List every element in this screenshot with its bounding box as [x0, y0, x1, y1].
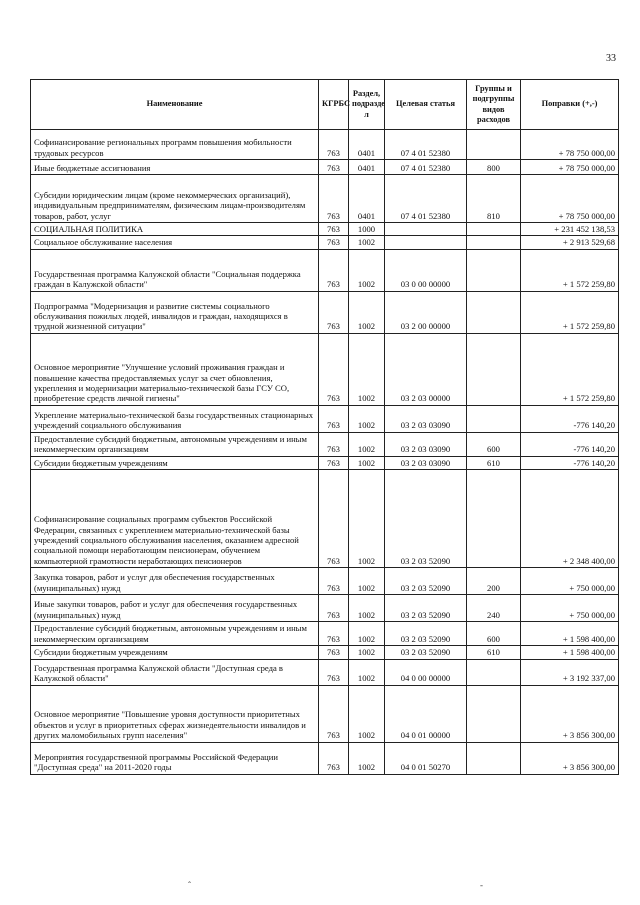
row-name: Подпрограмма "Модернизация и развитие системы социального обслуживания пожилых людей, инвалидов и граждан, находящихся в трудной жизненной ситуации"	[31, 291, 319, 333]
row-section: 1002	[349, 595, 385, 622]
row-name: Софинансирование социальных программ субъектов Российской Федерации, связанных с укреплением материально-технической базы учреждений социального обслуживания населения, оказанием адресной социальной помощи неработающим пенсионерам, обучением компьютерной грамотности неработающих пенсионеров	[31, 470, 319, 568]
row-target: 03 2 03 52090	[385, 646, 467, 659]
row-target: 03 2 03 52090	[385, 622, 467, 646]
row-group	[467, 659, 521, 685]
row-section: 1002	[349, 456, 385, 469]
row-ktrbs: 763	[319, 742, 349, 774]
row-section: 1002	[349, 291, 385, 333]
table-row	[31, 432, 619, 456]
row-target: 07 4 01 52380	[385, 130, 467, 160]
table-row	[31, 249, 619, 291]
row-section: 1002	[349, 236, 385, 249]
row-target: 03 0 00 00000	[385, 249, 467, 291]
row-group	[467, 685, 521, 742]
row-amount: -776 140,20	[521, 432, 619, 456]
row-ktrbs: 763	[319, 470, 349, 568]
row-section: 1002	[349, 685, 385, 742]
row-ktrbs: 763	[319, 595, 349, 622]
table-row	[31, 223, 619, 236]
header-amendments: Поправки (+,-)	[521, 80, 619, 130]
row-target: 07 4 01 52380	[385, 160, 467, 175]
row-target: 07 4 01 52380	[385, 175, 467, 223]
row-amount: + 1 572 259,80	[521, 333, 619, 405]
table-row	[31, 160, 619, 175]
row-section: 1002	[349, 249, 385, 291]
row-group	[467, 236, 521, 249]
row-amount: -776 140,20	[521, 405, 619, 432]
row-amount: + 1 572 259,80	[521, 291, 619, 333]
row-section: 1002	[349, 659, 385, 685]
row-ktrbs: 763	[319, 456, 349, 469]
row-amount: + 1 598 400,00	[521, 622, 619, 646]
table-row	[31, 175, 619, 223]
table-row	[31, 646, 619, 659]
row-amount: + 78 750 000,00	[521, 160, 619, 175]
row-name: Субсидии юридическим лицам (кроме некоммерческих организаций), индивидуальным предпринимателям, физическим лицам-производителям товаров, работ, услуг	[31, 175, 319, 223]
row-target: 03 2 03 52090	[385, 470, 467, 568]
row-section: 1002	[349, 432, 385, 456]
row-target	[385, 236, 467, 249]
table-row	[31, 333, 619, 405]
row-target	[385, 223, 467, 236]
row-section: 1002	[349, 470, 385, 568]
row-target: 03 2 03 03090	[385, 405, 467, 432]
header-section: Раздел, подразде л	[349, 80, 385, 130]
header-ktrbs: КГРБС	[319, 80, 349, 130]
table-row	[31, 130, 619, 160]
row-section: 0401	[349, 130, 385, 160]
row-name: СОЦИАЛЬНАЯ ПОЛИТИКА	[31, 223, 319, 236]
row-group: 800	[467, 160, 521, 175]
row-section: 1002	[349, 742, 385, 774]
row-section: 1002	[349, 405, 385, 432]
table-header-row	[31, 80, 619, 130]
header-groups: Группы и подгруппы видов расходов	[467, 80, 521, 130]
row-ktrbs: 763	[319, 659, 349, 685]
page-number: 33	[606, 53, 616, 64]
table-row	[31, 456, 619, 469]
row-amount: + 3 856 300,00	[521, 685, 619, 742]
row-name: Субсидии бюджетным учреждениям	[31, 646, 319, 659]
footer-mark-right: -	[480, 880, 483, 890]
row-section: 1002	[349, 568, 385, 595]
row-name: Предоставление субсидий бюджетным, автономным учреждениям и иным некоммерческим организациям	[31, 622, 319, 646]
row-ktrbs: 763	[319, 291, 349, 333]
row-ktrbs: 763	[319, 223, 349, 236]
row-name: Субсидии бюджетным учреждениям	[31, 456, 319, 469]
row-amount: + 750 000,00	[521, 595, 619, 622]
row-group: 810	[467, 175, 521, 223]
row-ktrbs: 763	[319, 568, 349, 595]
row-name: Предоставление субсидий бюджетным, автономным учреждениям и иным некоммерческим организациям	[31, 432, 319, 456]
row-target: 03 2 03 03090	[385, 456, 467, 469]
row-name: Государственная программа Калужской области "Доступная среда в Калужской области"	[31, 659, 319, 685]
header-name: Наименование	[31, 80, 319, 130]
row-group: 610	[467, 456, 521, 469]
row-name: Иные бюджетные ассигнования	[31, 160, 319, 175]
row-section: 1000	[349, 223, 385, 236]
row-amount: -776 140,20	[521, 456, 619, 469]
row-target: 03 2 00 00000	[385, 291, 467, 333]
row-amount: + 1 572 259,80	[521, 249, 619, 291]
row-name: Государственная программа Калужской области "Социальная поддержка граждан в Калужской области"	[31, 249, 319, 291]
row-ktrbs: 763	[319, 685, 349, 742]
row-group: 200	[467, 568, 521, 595]
row-name: Закупка товаров, работ и услуг для обеспечения государственных (муниципальных) нужд	[31, 568, 319, 595]
row-target: 03 2 03 52090	[385, 595, 467, 622]
row-target: 04 0 01 00000	[385, 685, 467, 742]
row-group	[467, 742, 521, 774]
table-row	[31, 568, 619, 595]
table-row	[31, 405, 619, 432]
row-target: 03 2 03 03090	[385, 432, 467, 456]
row-target: 04 0 01 50270	[385, 742, 467, 774]
row-group: 610	[467, 646, 521, 659]
row-target: 04 0 00 00000	[385, 659, 467, 685]
table-row	[31, 685, 619, 742]
header-target: Целевая статья	[385, 80, 467, 130]
row-section: 0401	[349, 160, 385, 175]
row-name: Укрепление материально-технической базы государственных стационарных учреждений социального обслуживания	[31, 405, 319, 432]
table-row	[31, 470, 619, 568]
row-group	[467, 405, 521, 432]
table-row	[31, 659, 619, 685]
row-name: Основное мероприятие "Повышение уровня доступности приоритетных объектов и услуг в приоритетных сферах жизнедеятельности инвалидов и других маломобильных групп населения"	[31, 685, 319, 742]
row-amount: + 78 750 000,00	[521, 130, 619, 160]
row-ktrbs: 763	[319, 130, 349, 160]
row-group	[467, 470, 521, 568]
row-name: Софинансирование региональных программ повышения мобильности трудовых ресурсов	[31, 130, 319, 160]
row-group	[467, 249, 521, 291]
row-amount: + 3 192 337,00	[521, 659, 619, 685]
row-ktrbs: 763	[319, 646, 349, 659]
row-section: 0401	[349, 175, 385, 223]
row-amount: + 2 348 400,00	[521, 470, 619, 568]
row-amount: + 2 913 529,68	[521, 236, 619, 249]
table-row	[31, 742, 619, 774]
row-target: 03 2 03 52090	[385, 568, 467, 595]
table-row	[31, 236, 619, 249]
row-section: 1002	[349, 646, 385, 659]
row-amount: + 750 000,00	[521, 568, 619, 595]
row-name: Мероприятия государственной программы Российской Федерации "Доступная среда" на 2011-2020 годы	[31, 742, 319, 774]
footer-mark-left: ˆ	[188, 880, 191, 890]
row-ktrbs: 763	[319, 175, 349, 223]
row-group	[467, 130, 521, 160]
row-section: 1002	[349, 622, 385, 646]
row-amount: + 231 452 138,53	[521, 223, 619, 236]
row-name: Иные закупки товаров, работ и услуг для обеспечения государственных (муниципальных) нужд	[31, 595, 319, 622]
row-name: Социальное обслуживание населения	[31, 236, 319, 249]
row-target: 03 2 03 00000	[385, 333, 467, 405]
row-group	[467, 223, 521, 236]
row-amount: + 78 750 000,00	[521, 175, 619, 223]
table-row	[31, 622, 619, 646]
row-group: 600	[467, 622, 521, 646]
row-group	[467, 333, 521, 405]
row-ktrbs: 763	[319, 432, 349, 456]
row-group: 240	[467, 595, 521, 622]
row-name: Основное мероприятие "Улучшение условий проживания граждан и повышение качества предоставляемых услуг за счет обновления, укрепления и модернизации материально-технической базы ГСУ СО, приобретение средств личной гигиены"	[31, 333, 319, 405]
row-ktrbs: 763	[319, 236, 349, 249]
row-ktrbs: 763	[319, 249, 349, 291]
row-ktrbs: 763	[319, 622, 349, 646]
row-section: 1002	[349, 333, 385, 405]
row-ktrbs: 763	[319, 160, 349, 175]
budget-table	[30, 79, 619, 775]
row-group: 600	[467, 432, 521, 456]
row-ktrbs: 763	[319, 405, 349, 432]
table-row	[31, 291, 619, 333]
row-amount: + 3 856 300,00	[521, 742, 619, 774]
row-group	[467, 291, 521, 333]
row-amount: + 1 598 400,00	[521, 646, 619, 659]
row-ktrbs: 763	[319, 333, 349, 405]
table-row	[31, 595, 619, 622]
